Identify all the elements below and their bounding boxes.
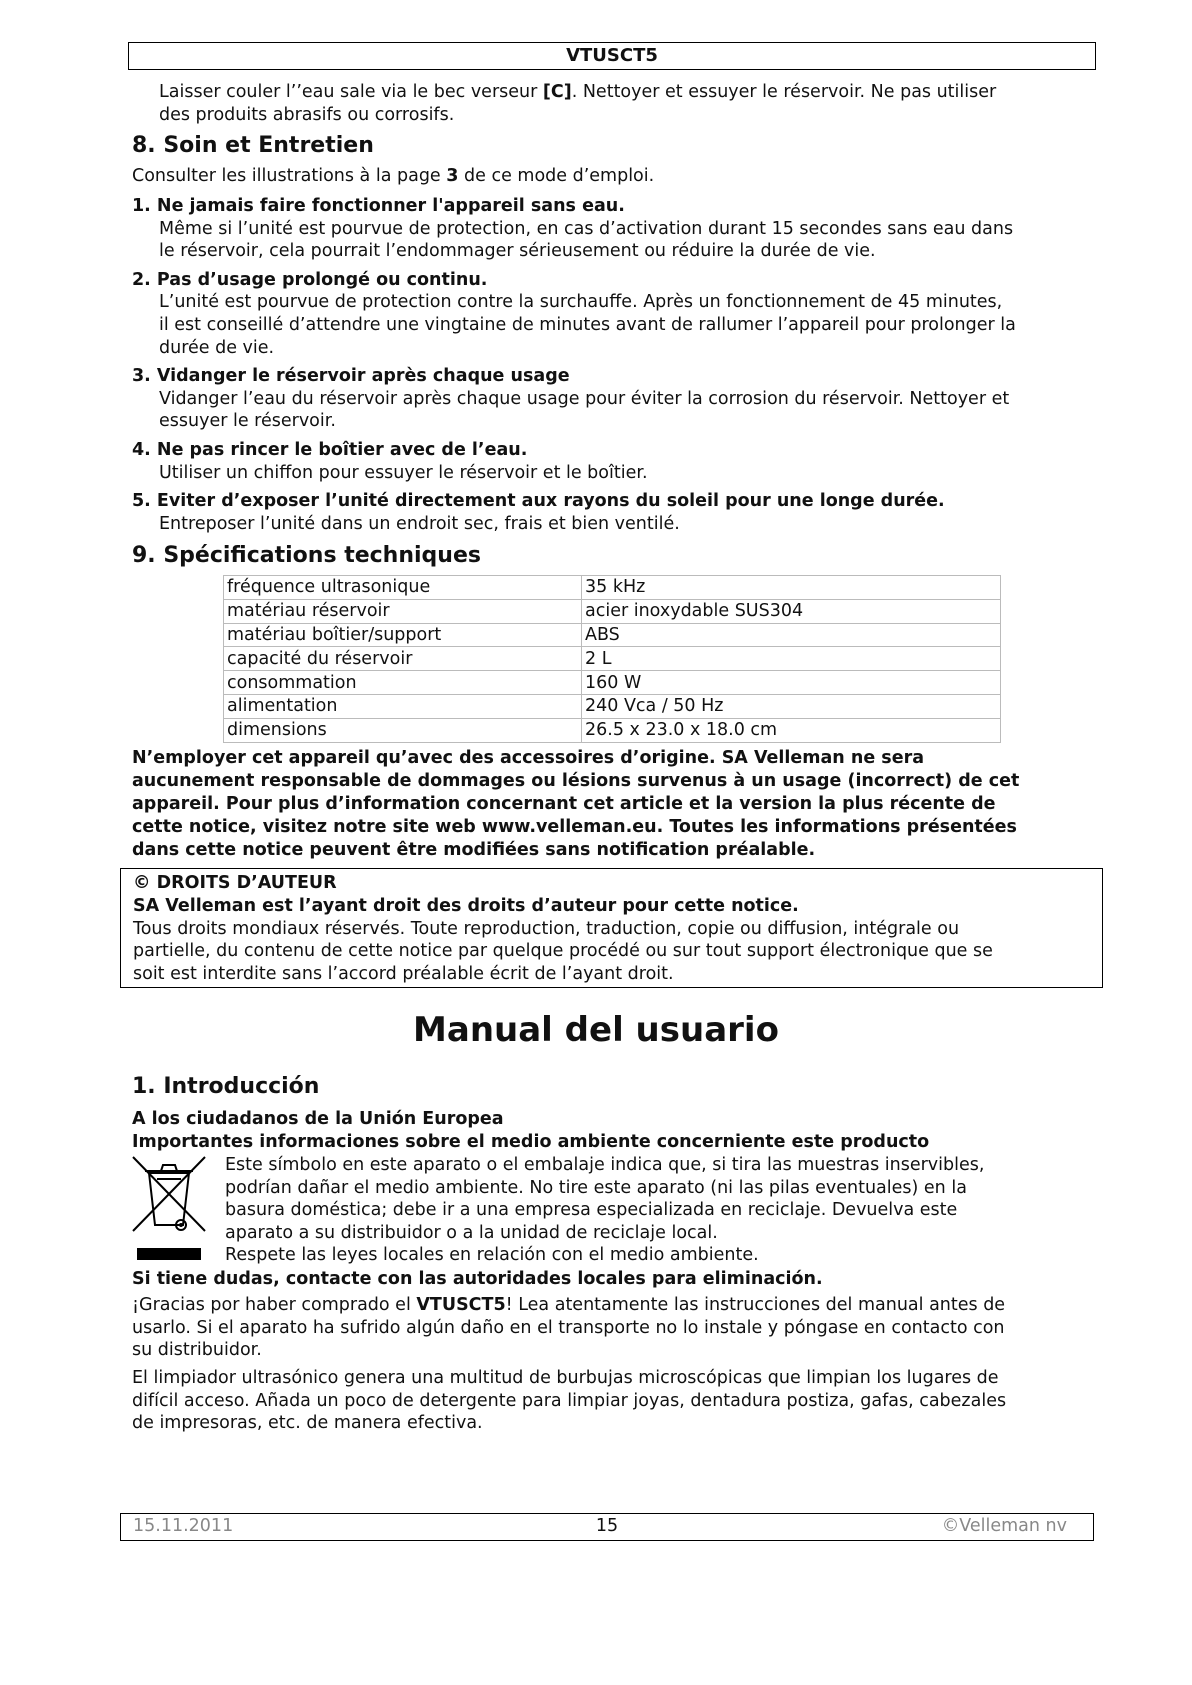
spec-label: fréquence ultrasonique (224, 576, 582, 600)
table-row (224, 718, 1001, 742)
care-item-line: Vidanger l’eau du réservoir après chaque usage pour éviter la corrosion du réservoir. Nettoyer et (159, 388, 1010, 409)
notice-line: N’employer cet appareil qu’avec des accessoires d’origine. SA Velleman ne sera (132, 748, 925, 768)
table-row (224, 671, 1001, 695)
notice-paragraph (132, 747, 1092, 862)
footer-copyright: ©Velleman nv (941, 1516, 1067, 1536)
spec-table (223, 575, 1001, 743)
description-paragraph (132, 1367, 1092, 1435)
eu-line: A los ciudadanos de la Unión Europea (132, 1109, 504, 1129)
care-item (132, 269, 1092, 359)
footer-date: 15.11.2011 (133, 1516, 234, 1536)
intro-paragraph (159, 81, 996, 126)
care-item-line: le réservoir, cela pourrait l’endommager sérieusement ou réduire la durée de vie. (159, 241, 876, 262)
copyright-title: © DROITS D’AUTEUR (133, 873, 337, 893)
copyright-line: partielle, du contenu de cette notice par quelque procédé ou sur tout support électronique que se (133, 941, 993, 962)
care-item-title: 4. Ne pas rincer le boîtier avec de l’eau. (132, 439, 528, 460)
spec-value: 2 L (582, 647, 1001, 671)
page-footer (120, 1513, 1094, 1541)
spec-value: ABS (582, 623, 1001, 647)
spec-label: dimensions (224, 718, 582, 742)
crossed-bin-icon (131, 1155, 207, 1263)
copyright-box (120, 868, 1103, 988)
bin-line: podrían dañar el medio ambiente. No tire este aparato (ni las pilas eventuales) en la (225, 1177, 967, 1198)
care-item-line: Même si l’unité est pourvue de protection, en cas d’activation durant 15 secondes sans eau dans (159, 218, 1014, 239)
care-item-title: 2. Pas d’usage prolongé ou continu. (132, 269, 488, 290)
bin-paragraph (225, 1154, 984, 1267)
thanks-product: VTUSCT5 (416, 1295, 506, 1315)
care-item (132, 490, 1092, 535)
spec-value: 35 kHz (582, 576, 1001, 600)
spec-value: 240 Vca / 50 Hz (582, 694, 1001, 718)
thanks-paragraph (132, 1294, 1092, 1362)
care-item-title: 1. Ne jamais faire fonctionner l'appareil sans eau. (132, 196, 625, 216)
care-item-title: 5. Eviter d’exposer l’unité directement aux rayons du soleil pour une longe durée. (132, 491, 945, 512)
eu-heading (132, 1108, 929, 1153)
copyright-line: Tous droits mondiaux réservés. Toute reproduction, traduction, copie ou diffusion, intégrale ou (133, 918, 960, 939)
doubts-line: Si tiene dudas, contacte con las autoridades locales para eliminación. (132, 1269, 823, 1289)
bin-line: aparato a su distribuidor o a la unidad de reciclaje local. (225, 1222, 718, 1243)
spec-label: alimentation (224, 694, 582, 718)
thanks-line: su distribuidor. (132, 1340, 262, 1361)
spec-value: 26.5 x 23.0 x 18.0 cm (582, 718, 1001, 742)
care-item-title: 3. Vidanger le réservoir après chaque usage (132, 366, 570, 387)
consult-text: Consulter les illustrations à la page (132, 166, 447, 186)
consult-text-end: de ce mode d’emploi. (458, 166, 655, 186)
bin-line: Este símbolo en este aparato o el embalaje indica que, si tira las muestras inservibles, (225, 1155, 985, 1175)
doc-code: VTUSCT5 (566, 45, 658, 66)
bin-line: basura doméstica; debe ir a una empresa especializada en reciclaje. Devuelva este (225, 1200, 958, 1221)
section8-consult (132, 165, 654, 188)
description-line: de impresoras, etc. de manera efectiva. (132, 1413, 483, 1434)
intro-heading: 1. Introducción (132, 1074, 320, 1099)
table-row (224, 599, 1001, 623)
notice-line: appareil. Pour plus d’information concernant cet article et la version la plus récente de (132, 794, 996, 814)
section8-heading: 8. Soin et Entretien (132, 133, 374, 158)
spec-label: consommation (224, 671, 582, 695)
description-line: El limpiador ultrasónico genera una multitud de burbujas microscópicas que limpian los lugares de (132, 1368, 999, 1388)
table-row (224, 647, 1001, 671)
section9-heading: 9. Spécifications techniques (132, 543, 481, 568)
page-number: 15 (595, 1516, 619, 1536)
spec-label: matériau boîtier/support (224, 623, 582, 647)
care-item-line: Utiliser un chiffon pour essuyer le réservoir et le boîtier. (159, 462, 648, 483)
spec-label: matériau réservoir (224, 599, 582, 623)
manual-title: Manual del usuario (413, 1010, 779, 1050)
notice-line: aucunement responsable de dommages ou lésions survenus à un usage (incorrect) de cet (132, 771, 1020, 791)
spec-label: capacité du réservoir (224, 647, 582, 671)
care-item (132, 195, 1092, 263)
thanks-text-end: ! Lea atentamente las instrucciones del manual antes de (505, 1295, 1006, 1315)
intro-line2: des produits abrasifs ou corrosifs. (159, 104, 455, 125)
description-line: difícil acceso. Añada un poco de detergente para limpiar joyas, dentadura postiza, gafas, cabezales (132, 1390, 1007, 1411)
care-item-line: essuyer le réservoir. (159, 411, 336, 432)
consult-page: 3 (446, 166, 459, 186)
intro-ref: [C] (542, 82, 572, 102)
eu-line: Importantes informaciones sobre el medio ambiente concerniente este producto (132, 1131, 930, 1152)
care-item (132, 439, 1092, 484)
care-item-line: Entreposer l’unité dans un endroit sec, frais et bien ventilé. (159, 513, 680, 534)
care-list (132, 195, 1092, 535)
thanks-line: usarlo. Si el aparato ha sufrido algún daño en el transporte no lo instale y póngase en contacto con (132, 1317, 1005, 1338)
care-item-line: durée de vie. (159, 337, 275, 358)
copyright-line: soit est interdite sans l’accord préalable écrit de l’ayant droit. (133, 964, 674, 985)
intro-text: Laisser couler l’’eau sale via le bec verseur (159, 82, 543, 102)
thanks-text: ¡Gracias por haber comprado el (132, 1295, 417, 1315)
bin-line: Respete las leyes locales en relación con el medio ambiente. (225, 1245, 759, 1266)
notice-line: dans cette notice peuvent être modifiées sans notification préalable. (132, 840, 816, 860)
notice-line: cette notice, visitez notre site web www.velleman.eu. Toutes les informations présentées (132, 817, 1017, 837)
table-row (224, 576, 1001, 600)
table-row (224, 623, 1001, 647)
spec-value: 160 W (582, 671, 1001, 695)
spec-value: acier inoxydable SUS304 (582, 599, 1001, 623)
care-item (132, 365, 1092, 433)
table-row (224, 694, 1001, 718)
page-header (128, 42, 1096, 70)
care-item-line: il est conseillé d’attendre une vingtaine de minutes avant de rallumer l’appareil pour prolonger la (159, 314, 1016, 335)
copyright-subtitle: SA Velleman est l’ayant droit des droits d’auteur pour cette notice. (133, 895, 799, 916)
care-item-line: L’unité est pourvue de protection contre la surchauffe. Après un fonctionnement de 45 minutes, (159, 292, 1003, 313)
intro-text-end: . Nettoyer et essuyer le réservoir. Ne pas utiliser (571, 82, 997, 102)
